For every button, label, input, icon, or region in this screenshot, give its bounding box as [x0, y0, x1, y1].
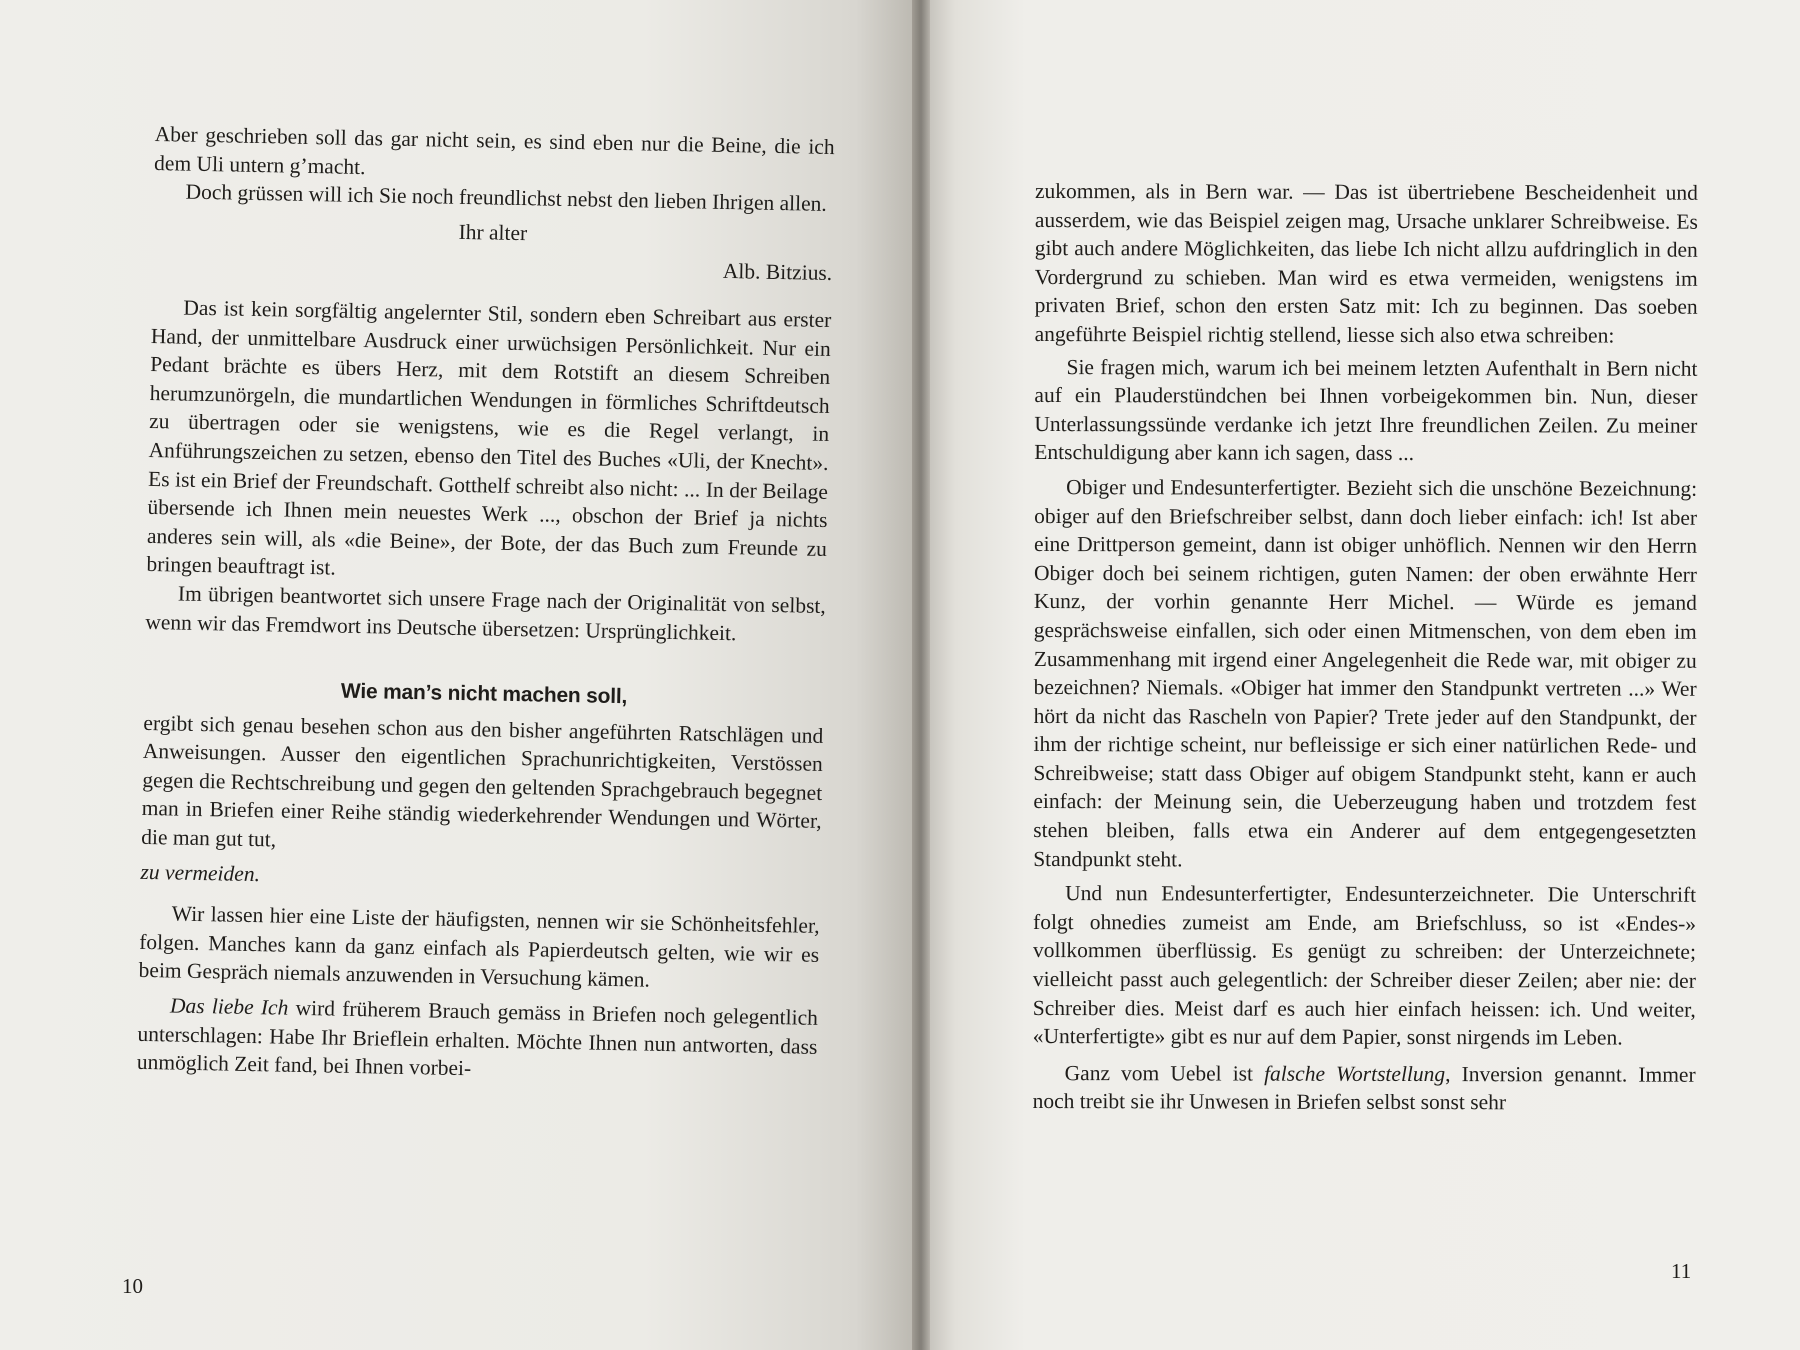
section-heading: Wie man’s nicht machen soll,	[340, 679, 628, 709]
body-paragraph: ergibt sich genau besehen schon aus den bisher angeführten Ratschlägen und Anweisungen. Ausser den eigentlichen Sprachunrichtigkeiten, Verstössen gegen die Rechtschreibung und gegen den geltenden Sprachgebrauch begegnet man in Briefen einer Reihe ständig wiederkehrender Wendungen und Wörter, die man gut tut,	[141, 710, 824, 852]
run-in-label: zu vermeiden.	[140, 859, 261, 886]
letter-valediction: Ihr alter	[458, 219, 528, 245]
body-paragraph	[137, 991, 819, 1090]
letter-signature: Alb. Bitzius.	[722, 259, 833, 286]
book-gutter	[912, 0, 930, 1350]
right-page-text	[1033, 177, 1698, 1118]
page-number: 11	[1671, 1259, 1692, 1283]
body-paragraph: zukommen, als in Bern war. — Das ist übertriebene Bescheidenheit und ausserdem, wie das Beispiel zeigen mag, Ursache unklarer Schreibweise. Es gibt auch andere Möglichkeiten, das liebe Ich nicht allzu aufdringlich in den Vordergrund zu schieben. Man wird es etwa vermeiden, wenigstens im privaten Brief, schon den ersten Satz mit: Ich zu beginnen. Das soeben angeführte Beispiel richtig stellend, liesse sich also etwa schreiben:	[1034, 179, 1698, 348]
paragraph-text: , Inversion genannt. Immer noch treibt sie ihr Unwesen in Briefen selbst sonst sehr	[1032, 1061, 1696, 1115]
example-paragraph: Sie fragen mich, warum ich bei meinem letzten Aufenthalt in Bern nicht auf ein Plauderstündchen bei Ihnen vorbeigekommen bin. Nun, dieser Unterlassungssünde verdanke ich jetzt Ihre freundlichen Zeilen. Zu meiner Entschuldigung aber kann ich sagen, dass ...	[1034, 354, 1698, 466]
body-paragraph: Das ist kein sorgfältig angelernter Stil, sondern eben Schreibart aus erster Hand, der unmittelbare Ausdruck einer urwüchsigen Persönlichkeit. Nur ein Pedant brächte es übers Herz, mit dem Rotstift an diesem Schreiben herumzunörgeln, die mundartlichen Wendungen in förmliches Schriftdeutsch zu übertragen oder sie wenigstens, wie es die Regel verlangt, in Anführungszeichen zu setzen, ebenso den Titel des Buches «Uli, der Knecht». Es ist ein Brief der Freundschaft. Gotthelf schreibt also nicht: ... In der Beilage übersende ich Ihnen mein neuestes Werk ..., obschon der Brief ja nichts anderes sein will, als «die Beine», der Bote, der das Buch zum Freunde zu bringen beauftragt ist.	[146, 295, 832, 580]
paragraph-text: Ganz vom Uebel ist	[1064, 1060, 1265, 1086]
page-number: 10	[122, 1274, 143, 1298]
run-in-term: falsche Wortstellung	[1264, 1061, 1446, 1086]
body-paragraph	[1033, 1059, 1696, 1118]
left-page-text	[137, 120, 835, 1090]
letter-closing-paragraph: Aber geschrieben soll das gar nicht sein, es sind eben nur die Beine, die ich dem Uli untern g’macht.	[153, 121, 835, 179]
body-paragraph: Wir lassen hier eine Liste der häufigsten, nennen wir sie Schönheitsfehler, folgen. Manches kann da ganz einfach als Papierdeutsch gelten, wie wir es beim Gespräch niemals anzuwenden in Versuchung kämen.	[138, 901, 820, 993]
body-paragraph: Obiger und Endesunterfertigter. Bezieht sich die unschöne Bezeichnung: obiger auf den Briefschreiber selbst, dann doch lieber einfach: ich! Ist aber eine Drittperson gemeint, dann ist obiger unhöflich. Nennen wir den Herrn Obiger doch bei seinem richtigen, guten Namen: der oben erwähnte Herr Kunz, der vorhin genannte Herr Michel. — Würde es jemand gesprächsweise einfallen, sich oder einen Mitmenschen, von dem eben im Zusammenhang mit irgend einer Angelegenheit die Rede war, mit obiger zu bezeichnen? Niemals. «Obiger hat immer den Standpunkt vertreten ...» Wer hört da nicht das Rascheln von Papier? Trete jeder auf den Standpunkt, der ihm der richtige scheint, nur befleissige er sich einer natürlichen Rede- und Schreibweise; statt dass Obiger auf obigem Standpunkt steht, kann er auch einfach: der Meinung sein, die Ueberzeugung haben und trotzdem fest stehen bleiben, falls etwa ein Anderer auf dem entgegengesetzten Standpunkt steht.	[1033, 475, 1698, 872]
body-paragraph: Und nun Endesunterfertigter, Endesunterzeichneter. Die Unterschrift folgt ohnedies zumeist am Ende, am Briefschluss, so ist «Endes-» vollkommen überflüssig. Es genügt zu schreiben: der Unterzeichnete; vielleicht passt auch gelegentlich: der Schreiber dieser Zeilen; aber nie: der Schreiber dies. Meist darf es auch hier einfach heissen: ich. Und weiter, «Unterfertigte» gibt es nur auf dem Papier, sonst nirgends im Leben.	[1032, 881, 1697, 1050]
paragraph-text: wird früherem Brauch gemäss in Briefen noch gelegentlich unterschlagen: Habe Ihr Brieflein erhalten. Möchte Ihnen nun antworten, dass unmöglich Zeit fand, bei Ihnen vorbei-	[136, 995, 819, 1081]
body-paragraph: Im übrigen beantwortet sich unsere Frage nach der Originalität von selbst, wenn wir das Fremdwort ins Deutsche übersetzen: Ursprünglichkeit.	[145, 581, 827, 645]
letter-greeting-paragraph: Doch grüssen will ich Sie noch freundlichst nebst den lieben Ihrigen allen.	[185, 179, 828, 217]
run-in-term: Das liebe Ich	[169, 993, 289, 1020]
